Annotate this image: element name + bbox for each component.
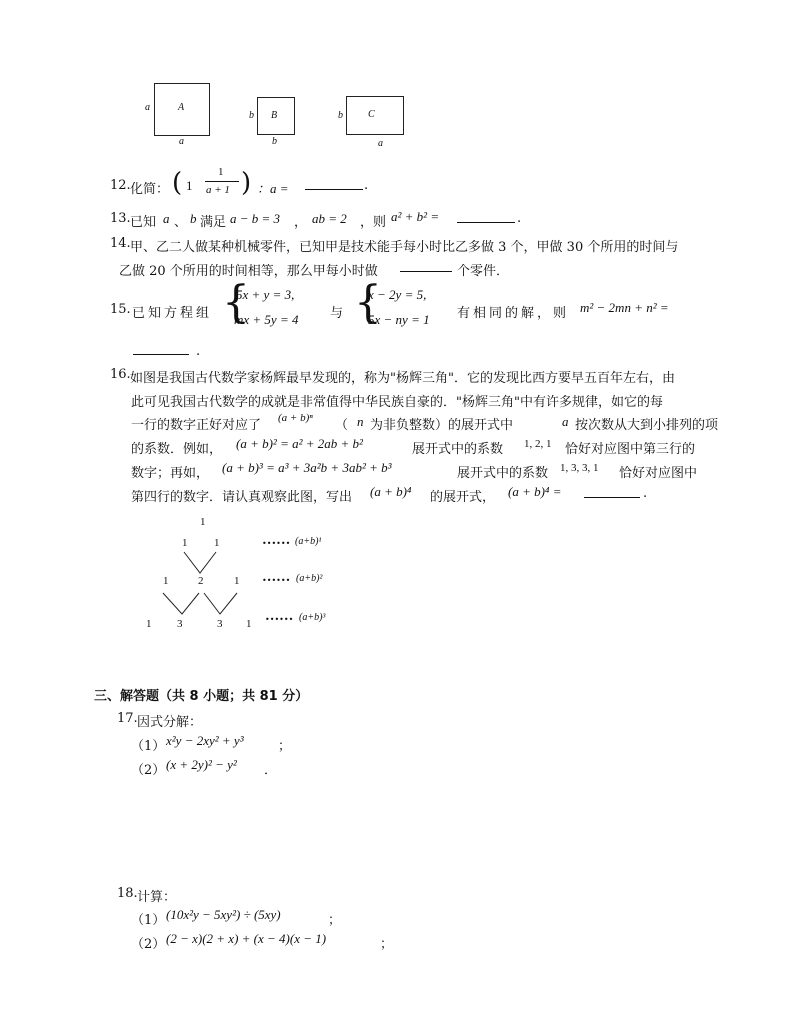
square-a-side-left: a (145, 102, 150, 113)
q14-number: 14. (110, 236, 131, 251)
q16-l4a: 的系数．例如， (131, 442, 223, 457)
q14-line2b: 个零件． (457, 264, 510, 279)
q17-p2: （2） (131, 763, 166, 778)
q17-title: 因式分解： (137, 715, 203, 730)
q17-p1m: x²y − 2xy² + y³ (166, 733, 244, 748)
square-c-label: C (368, 109, 375, 120)
q18-p2e: ； (380, 937, 394, 952)
q15-s1a: 5x + y = 3, (236, 287, 295, 302)
q16-l4d: 恰好对应图中第三行的 (565, 442, 696, 457)
q13-end: . (517, 211, 522, 226)
tri-r2-c0: 1 (163, 575, 169, 587)
tri-dots-3: •••••• (265, 615, 294, 624)
square-a-side-bottom: a (179, 136, 184, 147)
q16-l3d: a (562, 414, 569, 429)
tri-v-3 (204, 593, 237, 614)
tri-r1-c0: 1 (182, 537, 188, 549)
q16-l6m2: (a + b)⁴ = (508, 484, 562, 499)
q16-l5c: 1, 3, 3, 1 (560, 462, 599, 474)
tri-expansion-2: (a+b)² (296, 573, 323, 584)
section-3-title: 三、解答题（共 8 小题；共 81 分） (94, 689, 309, 704)
q12-frac-num: 1 (218, 166, 224, 178)
q13-comma: ， (294, 215, 308, 230)
q16-l5m: (a + b)³ = a³ + 3a²b + 3ab² + b³ (222, 460, 392, 475)
q16-l3e: 按次数从大到小排列的项 (575, 418, 719, 433)
q15-s2a: x − 2y = 5, (368, 287, 427, 302)
q13-t2: 满足 (200, 215, 227, 230)
tri-expansion-3: (a+b)³ (299, 612, 326, 623)
square-c-side-left: b (338, 110, 343, 121)
q18-p1e: ； (328, 913, 342, 928)
q18-number: 18. (117, 886, 138, 901)
q17-p2m: (x + 2y)² − y² (166, 757, 237, 772)
q18-p2: （2） (131, 937, 166, 952)
tri-dots-1: •••••• (262, 539, 291, 548)
square-c-side-bottom: a (378, 138, 383, 149)
q16-l3c: 为非负整数）的展开式中 (370, 418, 514, 433)
q16-line1: 如图是我国古代数学家杨辉最早发现的，称为"杨辉三角"．它的发现比西方要早五百年左右，由 (130, 371, 675, 386)
q16-l5b: 展开式中的系数 (457, 466, 549, 481)
q13-number: 13. (110, 211, 131, 226)
q12-paren-right: ) (241, 168, 252, 198)
tri-expansion-1: (a+b)¹ (295, 536, 322, 547)
q16-l6m: (a + b)⁴ (370, 484, 412, 499)
q13-a: a (163, 211, 170, 226)
q14-line2a: 乙做 20 个所用的时间相等，那么甲每小时做 (119, 264, 378, 279)
q18-p2m: (2 − x)(2 + x) + (x − 4)(x − 1) (166, 931, 327, 946)
q16-l4c: 1, 2, 1 (524, 438, 552, 450)
tri-v-1 (184, 552, 216, 573)
tri-dots-2: •••••• (262, 576, 291, 585)
q18-p1: （1） (131, 913, 166, 928)
square-b-label: B (271, 110, 278, 121)
q15-t1: 已知方程组 (132, 306, 213, 321)
q16-l3b: （ (335, 418, 349, 433)
q16-line2: 此可见我国古代数学的成就是非常值得中华民族自豪的．"杨辉三角"中有许多规律，如它的每 (131, 395, 663, 410)
tri-r3-c0: 1 (146, 618, 152, 630)
q13-b: b (190, 211, 197, 226)
q15-s1b: mx + 5y = 4 (234, 312, 299, 327)
q12-number: 12. (110, 178, 131, 193)
q15-expr: m² − 2mn + n² = (580, 300, 669, 315)
q14-line1: 甲、乙二人做某种机械零件，已知甲是技术能手每小时比乙多做 3 个，甲做 30 个所用的时间与 (130, 240, 679, 255)
q17-p1e: ； (278, 739, 292, 754)
q16-l5a: 数字；再如， (131, 466, 210, 481)
q17-number: 17. (117, 711, 138, 726)
q18-title: 计算： (137, 890, 177, 905)
q16-l4m: (a + b)² = a² + 2ab + b² (236, 436, 363, 451)
q15-brace-1: { (222, 277, 250, 328)
q15-t2: 有相同的解，则 (457, 306, 570, 321)
tri-v-2 (163, 593, 199, 614)
q13-eq2: ab = 2 (312, 211, 347, 226)
q17-p1: （1） (131, 739, 166, 754)
tri-r3-c2: 3 (217, 618, 223, 630)
q15-s2b: 5x − ny = 1 (368, 312, 430, 327)
tri-r0-c0: 1 (200, 516, 206, 528)
tri-r2-c1: 2 (198, 575, 204, 587)
q16-l3n: n (357, 414, 364, 429)
tri-r2-c2: 1 (234, 575, 240, 587)
square-b-side-left: b (249, 110, 254, 121)
q16-l3a: 一行的数字正好对应了 (131, 418, 262, 433)
q16-l6a: 第四行的数字．请认真观察此图，写出 (131, 490, 353, 505)
q16-l6b: 的展开式， (430, 490, 496, 505)
q16-l4b: 展开式中的系数 (412, 442, 504, 457)
q17-p2e: ． (264, 763, 278, 778)
q16-end: . (643, 486, 648, 501)
q15-end: . (196, 344, 201, 359)
tri-r3-c1: 3 (177, 618, 183, 630)
q12-text: 化简： (130, 182, 170, 197)
q18-p1m: (10x²y − 5xy²) ÷ (5xy) (166, 907, 281, 922)
square-b-side-bottom: b (272, 136, 277, 147)
q15-brace-2: { (354, 277, 382, 328)
q13-sep: 、 (174, 215, 188, 230)
tri-r3-c3: 1 (246, 618, 252, 630)
q13-t1: 已知 (130, 215, 157, 230)
q16-l5d: 恰好对应图中 (619, 466, 698, 481)
q13-t3: ，则 (360, 215, 387, 230)
q13-expr: a² + b² = (391, 209, 440, 224)
q12-rest: ：a = (257, 181, 289, 196)
q12-end: . (364, 178, 369, 193)
q12-one: 1 (186, 178, 193, 193)
square-a-label: A (178, 102, 185, 113)
q15-mid: 与 (330, 306, 344, 321)
q16-l3m: (a + b)ⁿ (278, 412, 313, 424)
q13-eq1: a − b = 3 (230, 211, 281, 226)
q15-number: 15. (110, 302, 131, 317)
tri-r1-c1: 1 (214, 537, 220, 549)
q12-paren-left: ( (172, 168, 183, 198)
q12-frac-den: a + 1 (206, 184, 230, 196)
q16-number: 16. (110, 367, 131, 382)
